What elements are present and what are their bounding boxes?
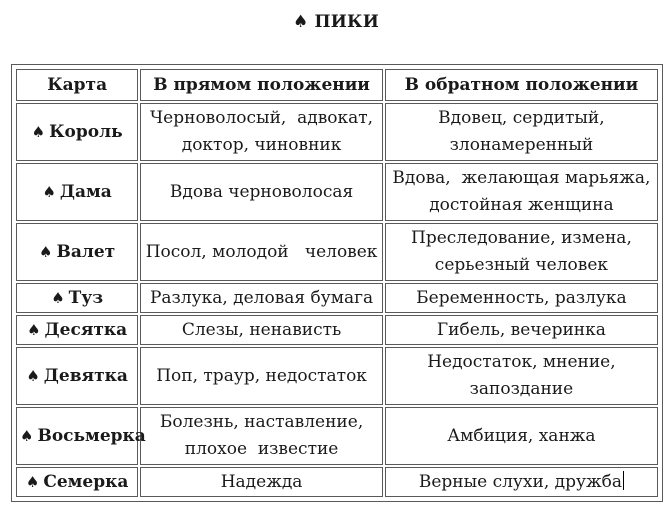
card-name-cell <box>16 103 138 161</box>
spade-icon: ♠ <box>25 472 40 491</box>
card-name: Дама <box>59 181 112 202</box>
reversed-meaning-line: Вдовец, сердитый, <box>438 108 605 128</box>
table-row <box>16 283 658 313</box>
page-title: ♠ ПИКИ <box>292 12 379 32</box>
reversed-meaning-line: Гибель, вечеринка <box>436 319 606 340</box>
reversed-meaning-cell <box>385 283 658 313</box>
card-name: Король <box>49 121 123 142</box>
card-name-cell <box>16 467 138 497</box>
card-name-cell <box>16 223 138 281</box>
reversed-meaning-cell <box>385 163 658 221</box>
spade-icon: ♠ <box>27 320 41 339</box>
card-name: Десятка <box>44 319 128 340</box>
card-name: Семерка <box>43 471 129 492</box>
spade-icon: ♠ <box>26 366 40 385</box>
reversed-meaning-cell <box>385 103 658 161</box>
card-name-cell <box>16 315 138 345</box>
reversed-meaning-cell <box>385 467 658 497</box>
upright-meaning-cell <box>140 103 383 161</box>
upright-meaning-cell <box>140 467 383 497</box>
card-name: Туз <box>68 287 104 308</box>
card-name: Валет <box>56 241 116 262</box>
spade-icon: ♠ <box>51 288 65 307</box>
reversed-meaning-line: Вдова, желающая марьяжа, <box>392 168 651 188</box>
card-meanings-table <box>14 67 660 499</box>
card-name-cell <box>16 163 138 221</box>
upright-meaning-line: Посол, молодой человек <box>145 241 378 262</box>
header-upright: В прямом положении <box>140 69 383 101</box>
upright-meaning-cell <box>140 223 383 281</box>
upright-meaning-cell <box>140 163 383 221</box>
reversed-meaning-line: запоздание <box>469 379 574 399</box>
reversed-meaning-line: достойная женщина <box>429 195 614 215</box>
card-meanings-table-frame <box>11 64 663 502</box>
reversed-meaning-cell <box>385 315 658 345</box>
card-name-cell <box>16 347 138 405</box>
table-row <box>16 347 658 405</box>
upright-meaning-line: Болезнь, наставление, <box>159 412 364 432</box>
card-name-cell <box>16 283 138 313</box>
reversed-meaning-line: злонамеренный <box>449 135 594 155</box>
upright-meaning-line: доктор, чиновник <box>181 135 342 155</box>
header-card: Карта <box>16 69 138 101</box>
upright-meaning-line: плохое известие <box>184 439 339 459</box>
table-row <box>16 315 658 345</box>
upright-meaning-line: Поп, траур, недостаток <box>156 365 367 386</box>
table-header-row <box>16 69 658 101</box>
reversed-meaning-cell <box>385 223 658 281</box>
spade-icon: ♠ <box>31 122 46 141</box>
reversed-meaning-line: Недостаток, мнение, <box>427 352 616 372</box>
upright-meaning-cell <box>140 283 383 313</box>
spade-icon: ♠ <box>39 242 53 261</box>
card-name-cell <box>16 407 146 465</box>
upright-meaning-cell <box>140 315 383 345</box>
upright-meaning-cell <box>140 407 383 465</box>
reversed-meaning-line: Преследование, измена, <box>411 228 632 248</box>
reversed-meaning-line: Амбиция, ханжа <box>447 425 596 446</box>
table-row <box>16 223 658 281</box>
reversed-meaning-cell <box>385 407 658 465</box>
table-row <box>16 103 658 161</box>
upright-meaning-line: Черноволосый, адвокат, <box>150 108 374 128</box>
spade-icon: ♠ <box>20 426 34 445</box>
table-row <box>16 407 658 465</box>
text-cursor <box>623 471 624 490</box>
upright-meaning-line: Вдова черноволосая <box>169 181 354 202</box>
spade-icon: ♠ <box>42 182 56 201</box>
table-row <box>16 163 658 221</box>
header-reversed: В обратном положении <box>385 69 658 101</box>
upright-meaning-line: Слезы, ненависть <box>181 319 342 340</box>
card-name: Девятка <box>43 365 128 386</box>
card-name: Восьмерка <box>37 425 146 446</box>
reversed-meaning-line: серьезный человек <box>434 255 609 275</box>
table-row <box>16 467 658 497</box>
reversed-meaning-line: Беременность, разлука <box>416 287 627 308</box>
upright-meaning-cell <box>140 347 383 405</box>
upright-meaning-line: Разлука, деловая бумага <box>149 287 374 308</box>
upright-meaning-line: Надежда <box>220 471 303 492</box>
reversed-meaning-cell <box>385 347 658 405</box>
reversed-meaning-line: Верные слухи, дружба <box>418 471 622 492</box>
